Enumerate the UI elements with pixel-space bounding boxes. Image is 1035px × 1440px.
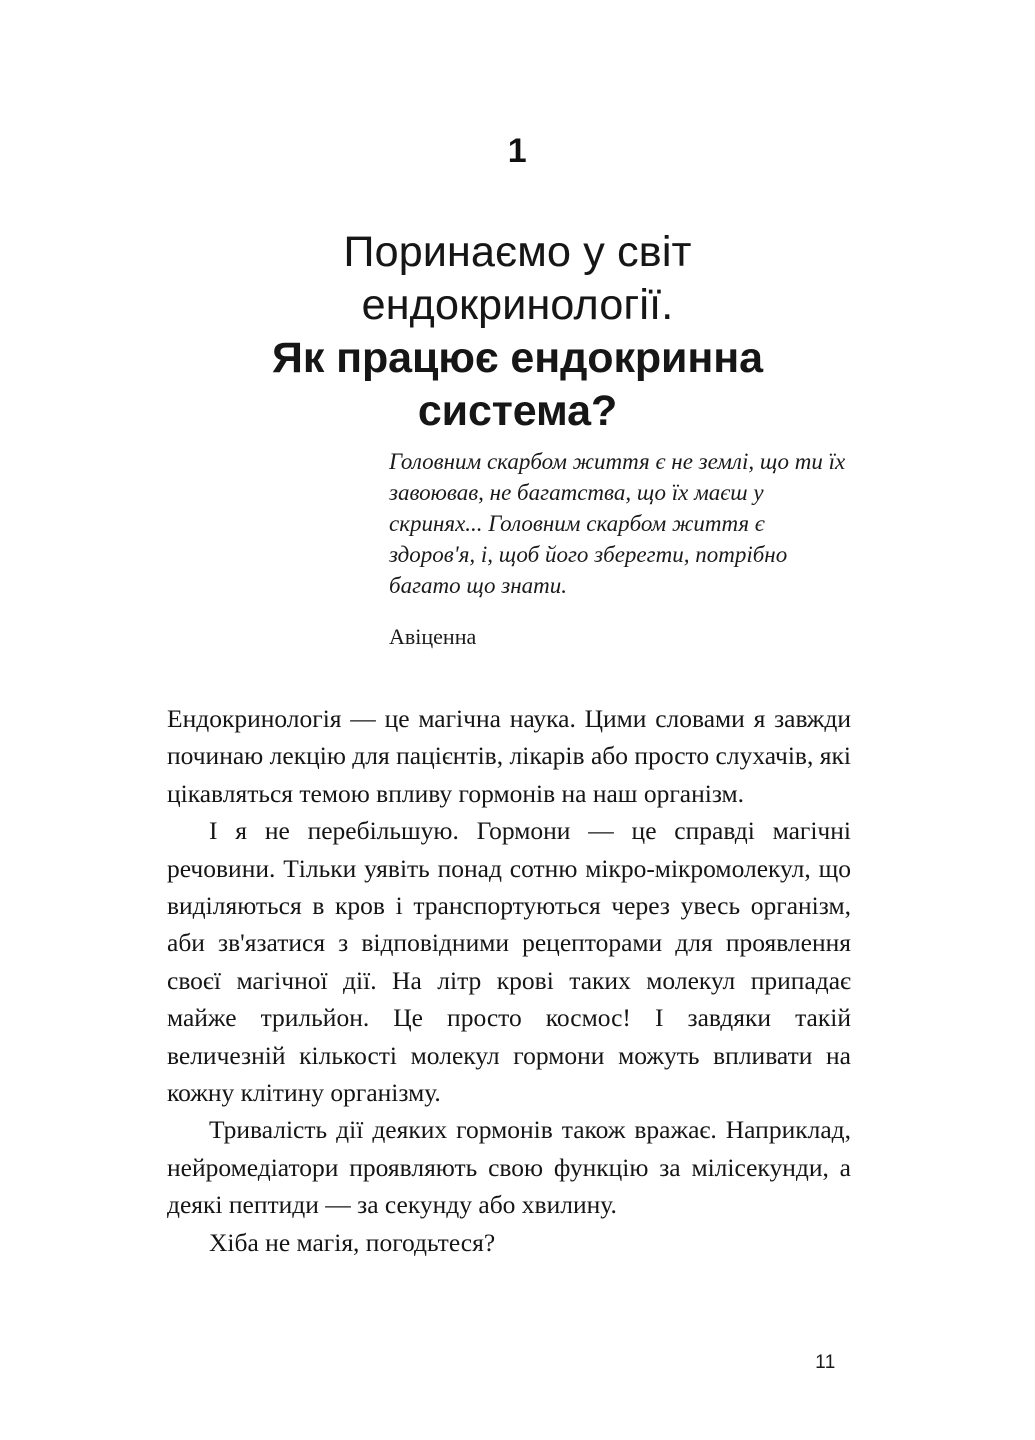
chapter-title-line-4: система? <box>417 387 618 436</box>
epigraph-quote: Головним скарбом життя є не землі, що ти їх завоював, не багатства, що їх маєш у скринях... Головним скарбом життя є здоров'я, і, щоб його зберегти, потрібно багато що знати. <box>389 449 846 598</box>
chapter-title-line-3: Як працює ендокринна <box>272 334 763 383</box>
body-text <box>167 700 851 1261</box>
page-number <box>0 1352 1035 1374</box>
chapter-number: 1 <box>507 132 528 170</box>
body-paragraph: Тривалість дії деяких гормонів також вражає. Наприклад, нейромедіатори проявляють свою функцію за мілісекунди, а деякі пептиди — за секунду або хвилину. <box>167 1115 851 1220</box>
chapter-title-line-1: Поринаємо у світ <box>343 228 692 277</box>
body-paragraph: Ендокринологія — це магічна наука. Цими словами я завжди починаю лекцію для пацієнтів, лікарів або просто слухачів, які цікавляться темою впливу гормонів на наш організм. <box>167 704 851 808</box>
chapter-title-line-2: ендокринології. <box>361 281 674 330</box>
body-paragraph: І я не перебільшую. Гормони — це справді магічні речовини. Тільки уявіть понад сотню мікро-мікромолекул, що виділяються в кров і транспортуються через увесь організм, аби зв'язатися з відповідними рецепторами для проявлення своєї магічної дії. На літр крові таких молекул припадає майже трильйон. Це просто космос! І завдяки такій величезній кількості молекул гормони можуть впливати на кожну клітину організму. <box>167 816 851 1108</box>
chapter-title <box>160 226 875 438</box>
epigraph <box>389 446 849 651</box>
page-number-value: 11 <box>815 1352 836 1373</box>
epigraph-attribution: Авіценна <box>389 624 477 649</box>
body-paragraph: Хіба не магія, погодьтеся? <box>209 1227 496 1257</box>
